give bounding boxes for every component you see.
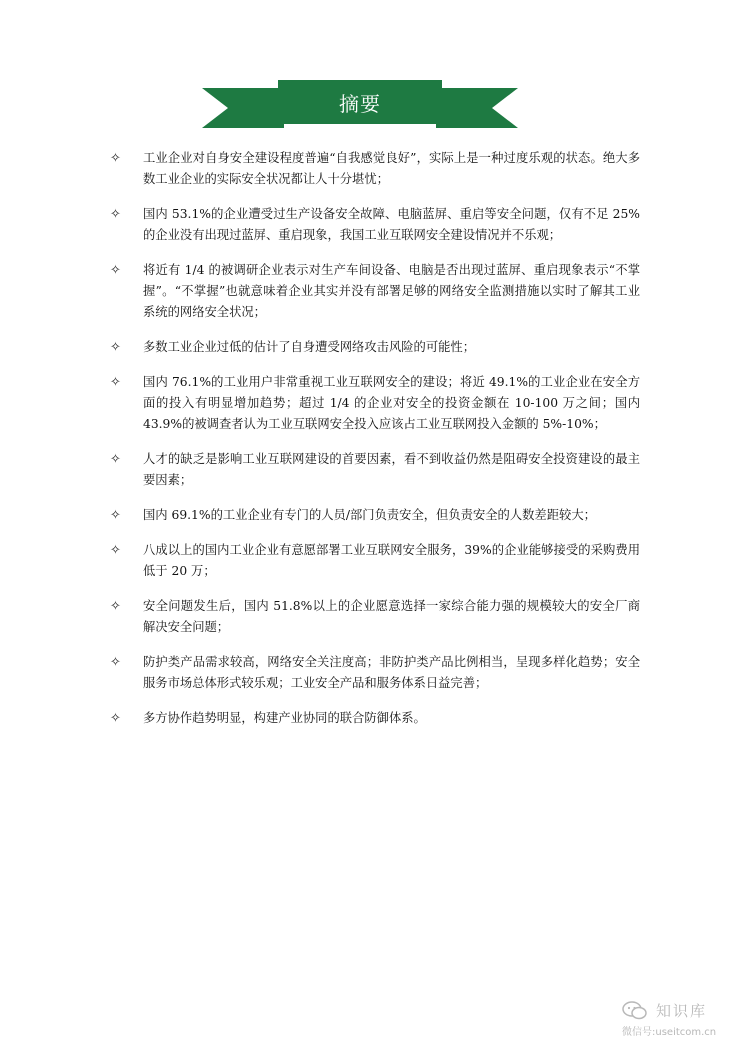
diamond-bullet-icon: ✧ xyxy=(110,375,121,390)
list-item-text: 国内 53.1%的企业遭受过生产设备安全故障、电脑蓝屏、重启等安全问题，仅有不足 25%的企业没有出现过蓝屏、重启现象，我国工业互联网安全建设情况并不乐观； xyxy=(143,207,640,242)
page-title: 摘要 xyxy=(339,92,381,116)
list-item-text: 将近有 1/4 的被调研企业表示对生产车间设备、电脑是否出现过蓝屏、重启现象表示“不掌握”。“不掌握”也就意味着企业其实并没有部署足够的网络安全监测措施以实时了解其工业系统的网络安全状况； xyxy=(143,263,640,319)
diamond-bullet-icon: ✧ xyxy=(110,655,121,670)
watermark-subtitle: 微信号:useitcom.cn xyxy=(622,1027,717,1038)
list-item-text: 多数工业企业过低的估计了自身遭受网络攻击风险的可能性； xyxy=(143,340,476,354)
list-item xyxy=(110,540,640,582)
list-item xyxy=(110,505,640,526)
list-item-text: 人才的缺乏是影响工业互联网建设的首要因素，看不到收益仍然是阻碍安全投资建设的最主要因素； xyxy=(143,452,640,487)
watermark-brand: 知识库 xyxy=(656,1002,708,1020)
list-item-text: 国内 76.1%的工业用户非常重视工业互联网安全的建设；将近 49.1%的工业企业在安全方面的投入有明显增加趋势；超过 1/4 的企业对安全的投资金额在 10-100 万之间；国内 43.9%的被调查者认为工业互联网安全投入应该占工业互联网投入金额的 5%-10%； xyxy=(143,375,640,431)
diamond-bullet-icon: ✧ xyxy=(110,508,121,523)
diamond-bullet-icon: ✧ xyxy=(110,151,121,166)
list-item-text: 八成以上的国内工业企业有意愿部署工业互联网安全服务，39%的企业能够接受的采购费用低于 20 万； xyxy=(143,543,640,578)
diamond-bullet-icon: ✧ xyxy=(110,599,121,614)
diamond-bullet-icon: ✧ xyxy=(110,340,121,355)
list-item xyxy=(110,652,640,694)
list-item-text: 工业企业对自身安全建设程度普遍“自我感觉良好”，实际上是一种过度乐观的状态。绝大多数工业企业的实际安全状况都让人十分堪忧； xyxy=(143,151,640,186)
list-item xyxy=(110,596,640,638)
diamond-bullet-icon: ✧ xyxy=(110,207,121,222)
list-item xyxy=(110,204,640,246)
list-item xyxy=(110,260,640,323)
list-item xyxy=(110,337,640,358)
list-item-text: 多方协作趋势明显，构建产业协同的联合防御体系。 xyxy=(143,711,426,725)
list-item-text: 国内 69.1%的工业企业有专门的人员/部门负责安全，但负责安全的人数差距较大； xyxy=(143,508,596,522)
list-item-text: 安全问题发生后，国内 51.8%以上的企业愿意选择一家综合能力强的规模较大的安全厂商解决安全问题； xyxy=(143,599,640,634)
list-item xyxy=(110,708,640,729)
diamond-bullet-icon: ✧ xyxy=(110,452,121,467)
list-item xyxy=(110,449,640,491)
list-item xyxy=(110,372,640,435)
summary-list xyxy=(110,148,640,743)
list-item xyxy=(110,148,640,190)
summary-banner xyxy=(200,78,520,130)
diamond-bullet-icon: ✧ xyxy=(110,263,121,278)
wechat-icon xyxy=(622,1000,648,1022)
watermark xyxy=(622,1000,732,1044)
list-item-text: 防护类产品需求较高，网络安全关注度高；非防护类产品比例相当，呈现多样化趋势；安全服务市场总体形式较乐观；工业安全产品和服务体系日益完善； xyxy=(143,655,640,690)
diamond-bullet-icon: ✧ xyxy=(110,711,121,726)
diamond-bullet-icon: ✧ xyxy=(110,543,121,558)
